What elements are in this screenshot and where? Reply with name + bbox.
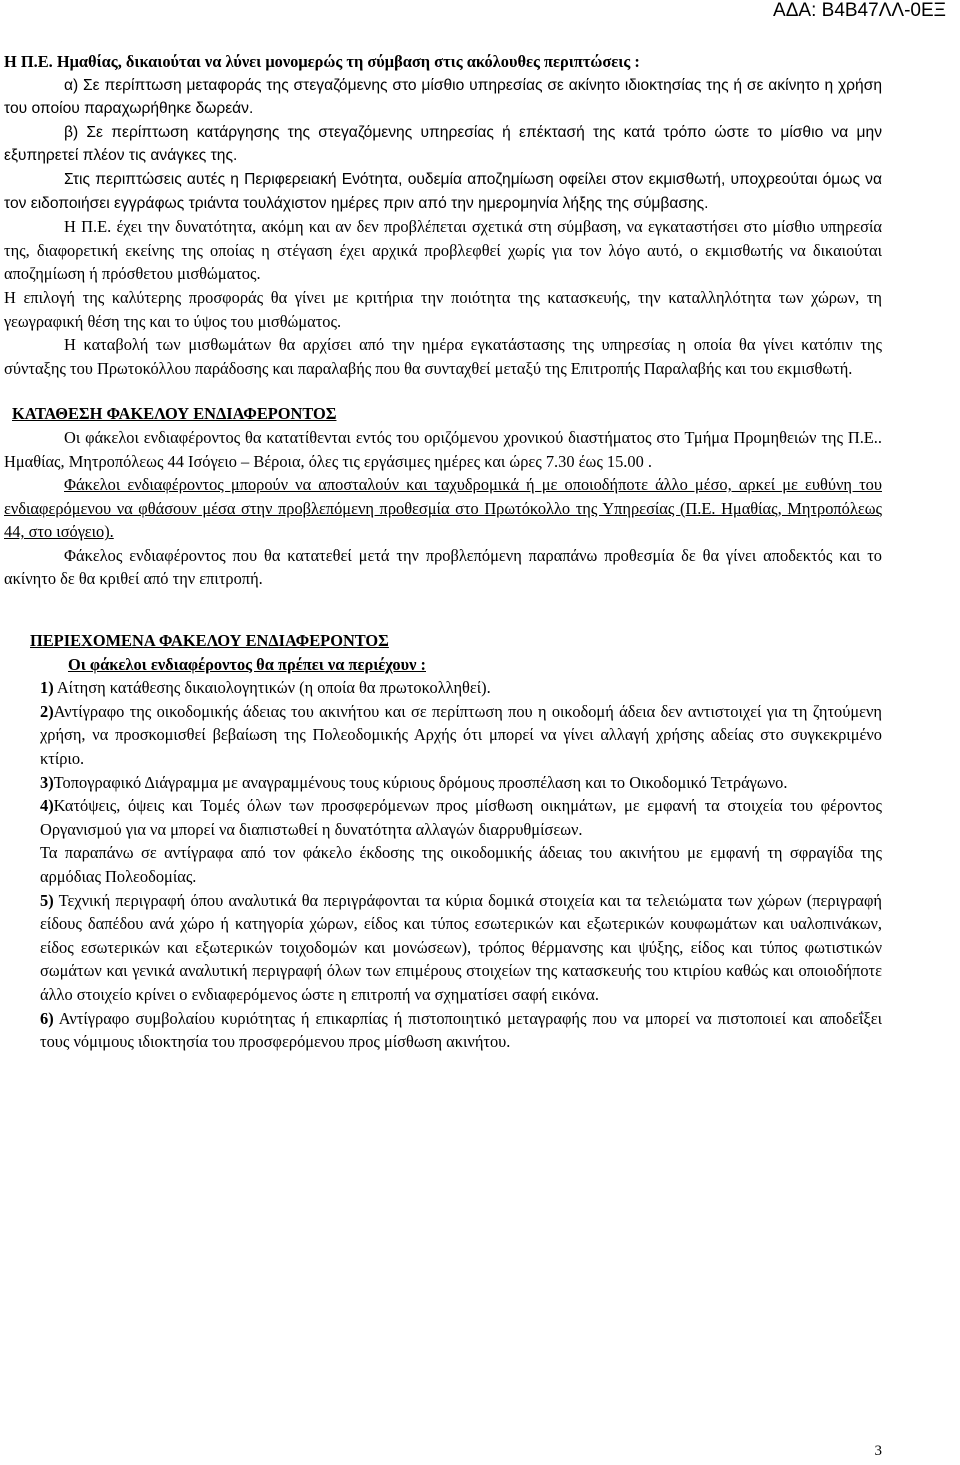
rent-payment-paragraph: Η καταβολή των μισθωμάτων θα αρχίσει από την ημέρα εγκατάστασης της υπηρεσίας η οποία θα γίνει κατόπιν της σύνταξης του Πρωτοκόλλου παράδοσης και παραλαβής που θα συνταχθεί μεταξύ της Επιτροπής Παραλαβής και του εκμισθωτή. <box>4 335 882 378</box>
list-item-2: 2)Αντίγραφο της οικοδομικής άδειας του ακινήτου και σε περίπτωση που η οικοδομή άδεια δεν αντιστοιχεί για τη ζητούμενη χρήση, να προσκομισθεί βεβαίωση της Πολεοδομικής Αρχής ότι μπορεί να γίνει αλλαγή χρήσης αδείας στο συγκεκριμένο κτίριο. <box>40 701 882 769</box>
contents-heading: ΠΕΡΙΕΧΟΜΕΝΑ ΦΑΚΕΛΟΥ ΕΝΔΙΑΦΕΡΟΝΤΟΣ <box>30 631 389 651</box>
list-item-1: 1) Αίτηση κατάθεσης δικαιολογητικών (η οποία θα πρωτοκολληθεί). <box>40 678 491 698</box>
list-item-3: 3)Τοπογραφικό Διάγραμμα με αναγραμμένους τους κύριους δρόμους προσπέλαση και το Οικοδομικό Τετράγωνο. <box>40 772 788 792</box>
no-compensation-paragraph: Στις περιπτώσεις αυτές η Περιφερειακή Ενότητα, ουδεμία αποζημίωση οφείλει στον εκμισθωτή, υποχρεούται όμως να τον ειδοποιήσει εγγράφως τριάντα τουλάχιστον ημέρες πριν από την ημερομηνία λήξης της σύμβασης. <box>4 170 882 212</box>
page-number: 3 <box>874 1443 882 1459</box>
list-item-5: 5) Τεχνική περιγραφή όπου αναλυτικά θα περιγράφονται τα κύρια δομικά στοιχεία και τα τελειώματα των χώρων (περιγραφή είδους δαπέδου ανά χώρο ή κατηγορία χώρων, είδος και τύπος εσωτερικών και εξωτερικών κουφωμάτων και υαλοπινάκων, είδος εσωτερικών και εξωτερικών τοιχοδομών και μονώσεων), τρόπος θέρμανσης και ψύξης, είδος και τύπος φωτιστικών σωμάτων και γενικά αναλυτική περιγραφή όλων των επιμέρους στοιχείων της κατασκευής του κτιρίου καθώς και οποιοδήποτε άλλο στοιχείο κρίνει ο ενδιαφερόμενος ώστε η επιτροπή να σχηματίσει σαφή εικόνα. <box>40 890 882 1004</box>
selection-criteria-paragraph: Η επιλογή της καλύτερης προσφοράς θα γίνει με κριτήρια την ποιότητα της κατασκευής, την καταλληλότητα των χώρων, τη γεωγραφική θέση της και το ύψος του μισθώματος. <box>4 287 882 331</box>
case-b-paragraph: β) Σε περίπτωση κατάργησης της στεγαζόμενης υπηρεσίας ή επέκτασή της κατά τρόπο ώστε το μίσθιο να μην εξυπηρετεί πλέον τις ανάγκες της. <box>4 123 882 165</box>
postal-submission-paragraph: Φάκελοι ενδιαφέροντος μπορούν να αποσταλούν και ταχυδρομικά ή με οποιοδήποτε άλλο μέσο, αρκεί με ευθύνη του ενδιαφερόμενου να φθάσουν μέσα στην προβλεπόμενη προθεσμία στο Πρωτόκολλο της Υπηρεσίας (Π.Ε. Ημαθίας, Μητροπόλεως 44, στο ισόγειο). <box>4 475 882 542</box>
list-note: Τα παραπάνω σε αντίγραφα από τον φάκελο έκδοσης της οικοδομικής άδειας του ακινήτου με εμφανή τη σφραγίδα της αρμόδιας Πολεοδομίας. <box>40 843 882 886</box>
termination-intro: Η Π.Ε. Ημαθίας, δικαιούται να λύνει μονομερώς τη σύμβαση στις ακόλουθες περιπτώσεις : <box>4 52 640 71</box>
list-item-4: 4)Κατόψεις, όψεις και Τομές όλων των προσφερόμενων προς μίσθωση οικημάτων, με εμφανή τα στοιχεία του φέροντος Οργανισμού για να μπορεί να διαπιστωθεί η δυνατότητα αλλαγών διαρρυθμίσεων. <box>40 796 882 839</box>
ada-code: ΑΔΑ: Β4Β47ΛΛ-0ΕΞ <box>773 0 946 21</box>
contents-list <box>4 676 882 1054</box>
submission-heading: ΚΑΤΑΘΕΣΗ ΦΑΚΕΛΟΥ ΕΝΔΙΑΦΕΡΟΝΤΟΣ <box>12 404 337 424</box>
document-body <box>4 50 882 1054</box>
list-item-6: 6) Αντίγραφο συμβολαίου κυριότητας ή επικαρπίας ή πιστοποιητικό μεταγραφής που να μπορεί να πιστοποιεί και αποδεΐξει τους νόμιμους ιδιοκτησία του προσφερόμενου προς μίσθωση ακινήτου. <box>40 1008 882 1052</box>
contents-subheading: Οι φάκελοι ενδιαφέροντος θα πρέπει να περιέχουν : <box>68 654 426 674</box>
late-submission-paragraph: Φάκελος ενδιαφέροντος που θα κατατεθεί μετά την προβλεπόμενη παραπάνω προθεσμία δε θα γίνει αποδεκτός και το ακίνητο δε θα κριθεί από την επιτροπή. <box>4 545 882 589</box>
submission-paragraph: Οι φάκελοι ενδιαφέροντος θα κατατίθενται εντός του οριζόμενου χρονικού διαστήματος στο Τμήμα Προμηθειών της Π.Ε.. Ημαθίας, Μητροπόλεως 44 Ισόγειο – Βέροια, όλες τις εργάσιμες ημέρες και ώρες 7.30 έως 15.00 . <box>4 427 882 471</box>
relocation-paragraph: Η Π.Ε. έχει την δυνατότητα, ακόμη και αν δεν προβλέπεται σχετικά στη σύμβαση, να εγκαταστήσει στο μίσθιο υπηρεσία της, διαφορετική εκείνης της οποίας η στέγαση έχει αρχικά προβλεφθεί χωρίς για τον λόγο αυτό, ο εκμισθωτής να δικαιούται αποζημίωση ή πρόσθετου μισθώματος. <box>4 217 882 284</box>
case-a-paragraph: α) Σε περίπτωση μεταφοράς της στεγαζόμενης στο μίσθιο υπηρεσίας σε ακίνητο ιδιοκτησίας της ή σε ακίνητο η χρήση του οποίου παραχωρήθηκε δωρεάν. <box>4 76 882 118</box>
